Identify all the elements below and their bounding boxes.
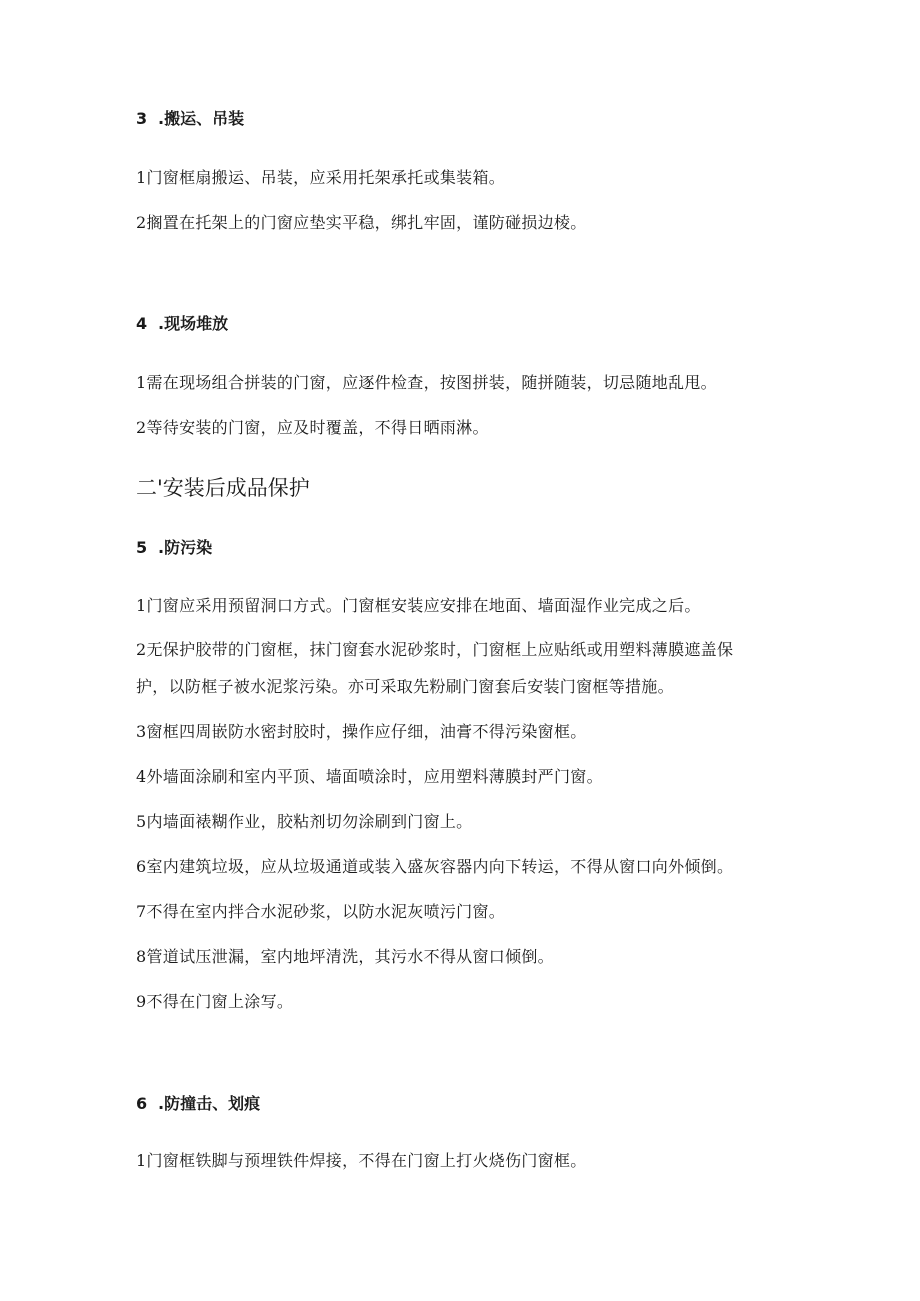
paragraph: 2等待安装的门窗，应及时覆盖，不得日晒雨淋。 xyxy=(136,418,489,437)
paragraph: 4外墙面涂刷和室内平顶、墙面喷涂时，应用塑料薄膜封严门窗。 xyxy=(136,767,603,786)
section-heading-6 xyxy=(136,1094,260,1114)
paragraph: 1需在现场组合拼装的门窗，应逐件检查，按图拼装，随拼随装，切忌随地乱甩。 xyxy=(136,373,717,392)
section-number: 6 xyxy=(136,1094,148,1113)
section-title: .防污染 xyxy=(158,538,213,557)
paragraph: 2无保护胶带的门窗框，抹门窗套水泥砂浆时，门窗框上应贴纸或用塑料薄膜遮盖保 xyxy=(136,640,734,659)
paragraph: 9不得在门窗上涂写。 xyxy=(136,992,294,1011)
paragraph: 1门窗应采用预留洞口方式。门窗框安装应安排在地面、墙面湿作业完成之后。 xyxy=(136,596,701,615)
paragraph: 2搁置在托架上的门窗应垫实平稳，绑扎牢固，谨防碰损边棱。 xyxy=(136,213,587,232)
paragraph: 6室内建筑垃圾，应从垃圾通道或装入盛灰容器内向下转运，不得从窗口向外倾倒。 xyxy=(136,857,734,876)
paragraph: 8管道试压泄漏，室内地坪清洗，其污水不得从窗口倾倒。 xyxy=(136,947,554,966)
section-number: 3 xyxy=(136,109,148,128)
paragraph: 护，以防框子被水泥浆污染。亦可采取先粉刷门窗套后安装门窗框等措施。 xyxy=(136,677,674,696)
section-title: .防撞击、划痕 xyxy=(158,1094,261,1113)
paragraph: 3窗框四周嵌防水密封胶时，操作应仔细，油膏不得污染窗框。 xyxy=(136,722,587,741)
section-number: 4 xyxy=(136,314,148,333)
paragraph: 1门窗框铁脚与预埋铁件焊接，不得在门窗上打火烧伤门窗框。 xyxy=(136,1151,587,1170)
paragraph: 5内墙面裱糊作业，胶粘剂切勿涂刷到门窗上。 xyxy=(136,812,473,831)
section-number: 5 xyxy=(136,538,148,557)
section-title: .现场堆放 xyxy=(158,314,229,333)
chapter-heading: 二'安装后成品保护 xyxy=(136,476,310,500)
section-heading-3 xyxy=(136,109,244,129)
paragraph: 7不得在室内拌合水泥砂浆，以防水泥灰喷污门窗。 xyxy=(136,902,506,921)
section-heading-5 xyxy=(136,538,212,558)
paragraph: 1门窗框扇搬运、吊装，应采用托架承托或集装箱。 xyxy=(136,168,506,187)
section-heading-4 xyxy=(136,314,228,334)
section-title: .搬运、吊装 xyxy=(158,109,245,128)
